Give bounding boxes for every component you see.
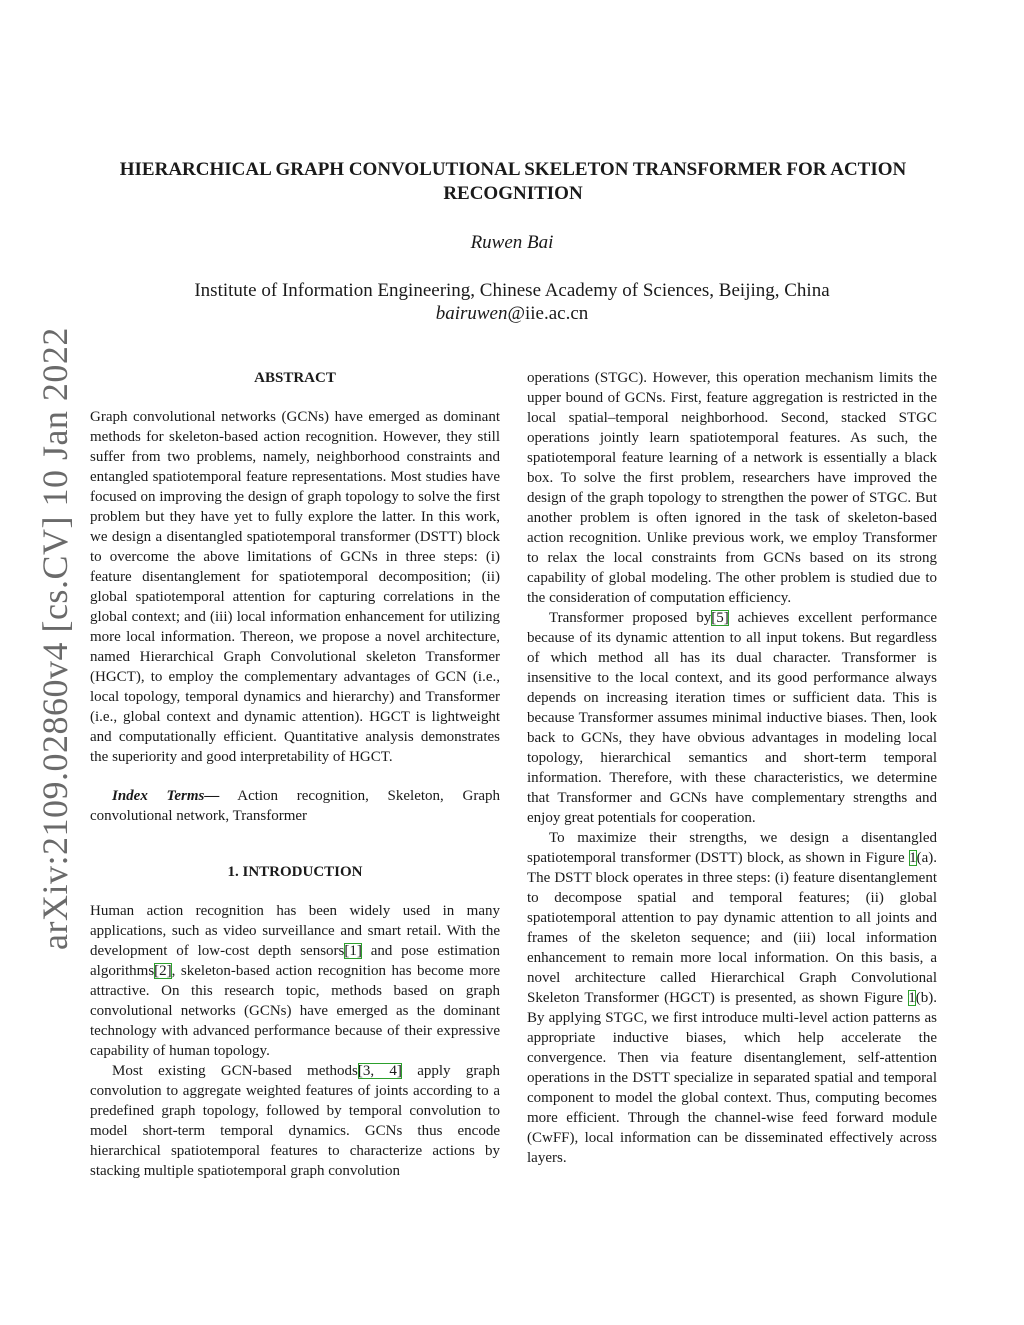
citation-link[interactable]: [1] — [344, 943, 362, 959]
intro-paragraph-1 — [90, 901, 500, 1061]
intro-paragraph-4 — [527, 608, 937, 828]
intro-p1-text-a: Human action recognition has been widely used in many applications, such as video surveillance and smart retail. With the development of low-cost depth sensors — [90, 903, 500, 959]
intro-p4-text-b: achieves excellent performance because of its dynamic attention to all input tokens. But regardless of which method all has its dual character. Transformer is insensitive to the local context, and its good performance always depends on increasing iteration times or sufficient data. This is because Transformer assumes minimal inductive biases. Then, look back to GCNs, they have obvious advantages in modeling local topology, hierarchical semantics and short-term temporal information. Therefore, with these characteristics, we determine that Transformer and GCNs have complementary strengths and enjoy great potentials for cooperation. — [527, 610, 937, 826]
abstract-heading: ABSTRACT — [254, 370, 336, 386]
author-name: Ruwen Bai — [470, 232, 554, 253]
citation-link[interactable]: [2] — [154, 963, 172, 979]
intro-p5-text-a: To maximize their strengths, we design a disentangled spatiotemporal transformer (DSTT) block, as shown in Figure — [527, 830, 937, 866]
index-terms-text: Action recognition, Skeleton, Graph convolutional network, Transformer — [90, 788, 500, 824]
email — [0, 302, 1024, 325]
intro-p4-text-a: Transformer proposed by — [549, 610, 712, 626]
intro-p2-text-a: Most existing GCN-based methods — [112, 1063, 358, 1079]
index-terms-label: Index Terms— — [112, 788, 220, 804]
intro-p5-text-b: (a). The DSTT block operates in three steps: (i) feature disentanglement to decompose spatial and temporal features; (ii) global spatiotemporal attention to pay dynamic attention to all joints and frames of the skeleton sequence; and (iii) local information enhancement to remain more local information. On this basis, a novel architecture called Hierarchical Graph Convolutional Skeleton Transformer (HGCT) is presented, as shown Figure — [527, 850, 937, 1006]
intro-p2-text-b: apply graph convolution to aggregate weighted features of joints according to a predefined graph topology, followed by temporal convolution to model short-term temporal dynamics. GCNs thus encode hierarchical spatiotemporal features to characterize actions by stacking multiple spatiotemporal graph convolution — [90, 1063, 500, 1179]
introduction-heading: 1. INTRODUCTION — [227, 864, 363, 880]
intro-paragraph-3: operations (STGC). However, this operation mechanism limits the upper bound of GCNs. First, feature aggregation is restricted in the local spatial–temporal neighborhood. Second, stacked STGC operations jointly learn spatiotemporal features. As such, the spatiotemporal feature learning of a network is essentially a black box. To solve the first problem, researchers have improved the design of the graph topology to strengthen the power of STGC. But another problem is often ignored in the task of skeleton-based action recognition. Unlike previous work, we employ Transformer to relax the local constraints from GCNs based on its strong capability of global modeling. The other problem is studied due to the consideration of computation efficiency. — [527, 370, 937, 606]
intro-paragraph-2 — [90, 1061, 500, 1181]
paper-title: HIERARCHICAL GRAPH CONVOLUTIONAL SKELETON TRANSFORMER FOR ACTION RECOGNITION — [119, 159, 907, 204]
abstract-text: Graph convolutional networks (GCNs) have emerged as dominant methods for skeleton-based action recognition. However, they still suffer from two problems, namely, neighborhood constraints and entangled spatiotemporal feature representations. Most studies have focused on improving the design of graph topology to solve the first problem but they have yet to fully explore the latter. In this work, we design a disentangled spatiotemporal transformer (DSTT) block to overcome the above limitations of GCNs in three steps: (i) feature disentanglement for spatiotemporal decomposition; (ii) global spatiotemporal attention for capturing correlations in the global context; and (iii) local information enhancement for utilizing more local information. Thereon, we propose a novel architecture, named Hierarchical Graph Convolutional skeleton Transformer (HGCT), to employ the complementary advantages of GCN (i.e., local topology, temporal dynamics and hierarchy) and Transformer (i.e., global context and dynamic attention). HGCT is lightweight and computationally efficient. Quantitative analysis demonstrates the superiority and good interpretability of HGCT. — [90, 409, 500, 765]
affiliation-block — [0, 279, 1024, 325]
email-domain: @iie.ac.cn — [507, 303, 589, 324]
citation-link[interactable]: [3, 4] — [357, 1063, 402, 1079]
intro-p1-text-b: and pose estimation algorithms — [90, 943, 500, 979]
intro-p1-text-c: , skeleton-based action recognition has become more attractive. On this research topic, methods based on graph convolutional networks (GCNs) have emerged as the dominant technology with advanced performance because of their expressive capability of human topology. — [90, 963, 500, 1059]
email-user: bairuwen — [435, 303, 508, 324]
intro-p5-text-c: (b). By applying STGC, we first introduce multi-level action patterns as appropriate inductive biases, which help accelerate the convergence. Then via feature disentanglement, self-attention operations in the DSTT specialize in separated spatial and temporal component to model the global context. Thus, computing becomes more efficient. Through the channel-wise feed forward module (CwFF), local information can be disseminated effectively across layers. — [527, 990, 937, 1166]
right-column — [527, 368, 937, 1168]
affiliation: Institute of Information Engineering, Chinese Academy of Sciences, Beijing, China — [194, 280, 830, 301]
index-terms — [90, 786, 500, 826]
arxiv-sidebar-stamp: arXiv:2109.02860v4 [cs.CV] 10 Jan 2022 — [35, 327, 75, 950]
citation-link[interactable]: [5] — [711, 610, 729, 626]
figure-link[interactable]: 1 — [909, 850, 917, 866]
figure-link[interactable]: 1 — [908, 990, 916, 1006]
left-column — [90, 368, 500, 1181]
intro-paragraph-5 — [527, 828, 937, 1168]
